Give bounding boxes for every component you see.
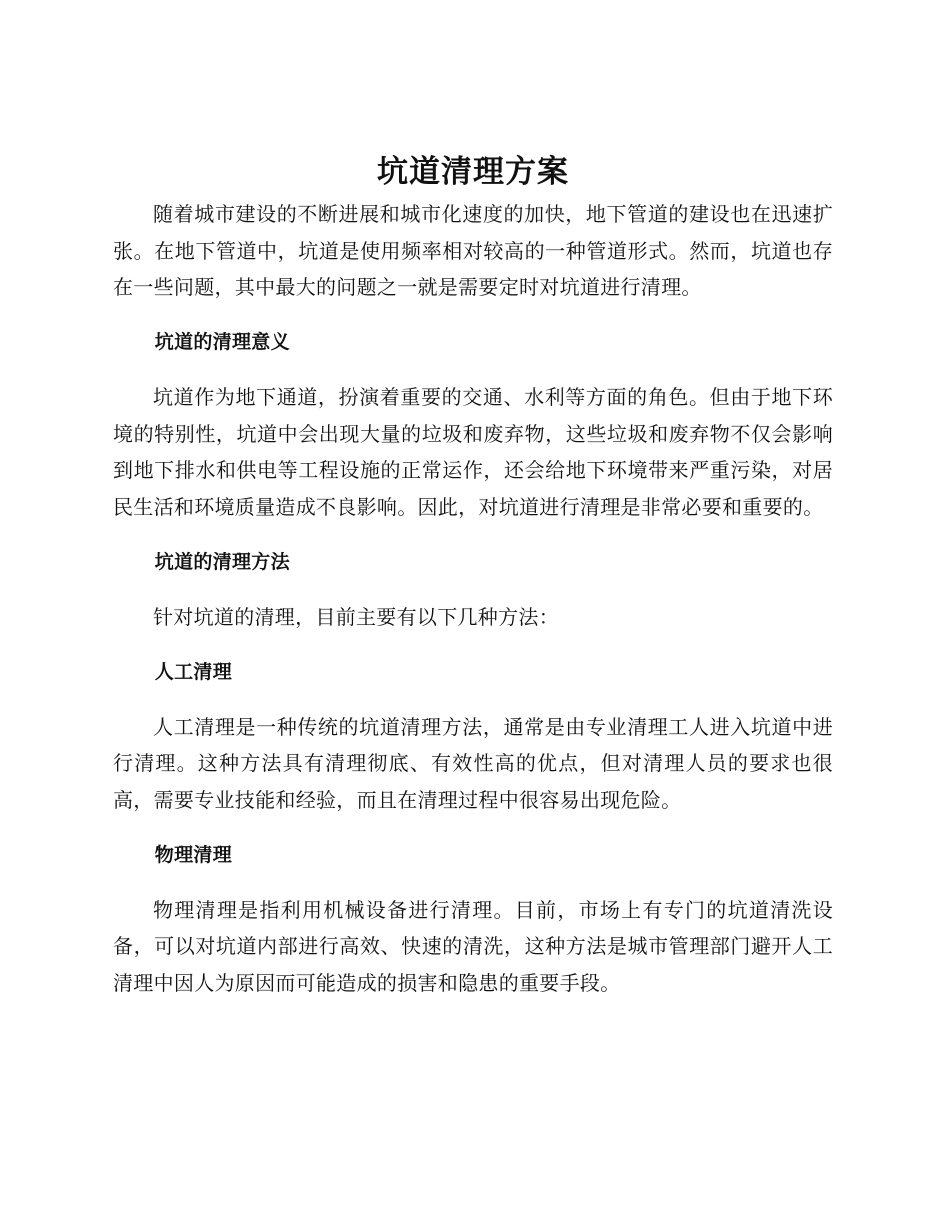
spacer [113,818,833,837]
intro-paragraph: 随着城市建设的不断进展和城市化速度的加快，地下管道的建设也在迅速扩张。在地下管道中，坑道是使用频率相对较高的一种管道形式。然而，坑道也存在一些问题，其中最大的问题之一就是需要定时对坑道进行清理。 [113,202,833,299]
section-heading-significance: 坑道的清理意义 [154,331,290,353]
spacer [113,525,833,544]
spacer [113,690,833,709]
section-body-physical: 物理清理是指利用机械设备进行清理。目前，市场上有专门的坑道清洗设备，可以对坑道内部进行高效、快速的清洗，这种方法是城市管理部门避开人工清理中因人为原因而可能造成的损害和隐患的重要手段。 [113,897,833,995]
section-body-significance: 坑道作为地下通道，扮演着重要的交通、水利等方面的角色。但由于地下环境的特别性，坑道中会出现大量的垃圾和废弃物，这些垃圾和废弃物不仅会影响到地下排水和供电等工程设施的正常运作，还会给地下环境带来严重污染，对居民生活和环境质量造成不良影响。因此，对坑道进行清理是非常必要和重要的。 [113,385,833,519]
document-title: 坑道清理方案 [377,154,569,190]
section-heading-methods: 坑道的清理方法 [154,550,290,573]
spacer [113,306,833,325]
spacer [113,635,833,654]
spacer [113,361,833,380]
section-body-manual: 人工清理是一种传统的坑道清理方法，通常是由专业清理工人进入坑道中进行清理。这种方法具有清理彻底、有效性高的优点，但对清理人员的要求也很高，需要专业技能和经验，而且在清理过程中很容易出现危险。 [113,714,833,812]
section-heading-manual: 人工清理 [154,660,232,683]
section-heading-physical: 物理清理 [154,843,232,866]
section-body-methods: 针对坑道的清理，目前主要有以下几种方法： [153,604,559,629]
spacer [113,580,833,599]
document-page [113,148,833,1001]
spacer [113,873,833,892]
